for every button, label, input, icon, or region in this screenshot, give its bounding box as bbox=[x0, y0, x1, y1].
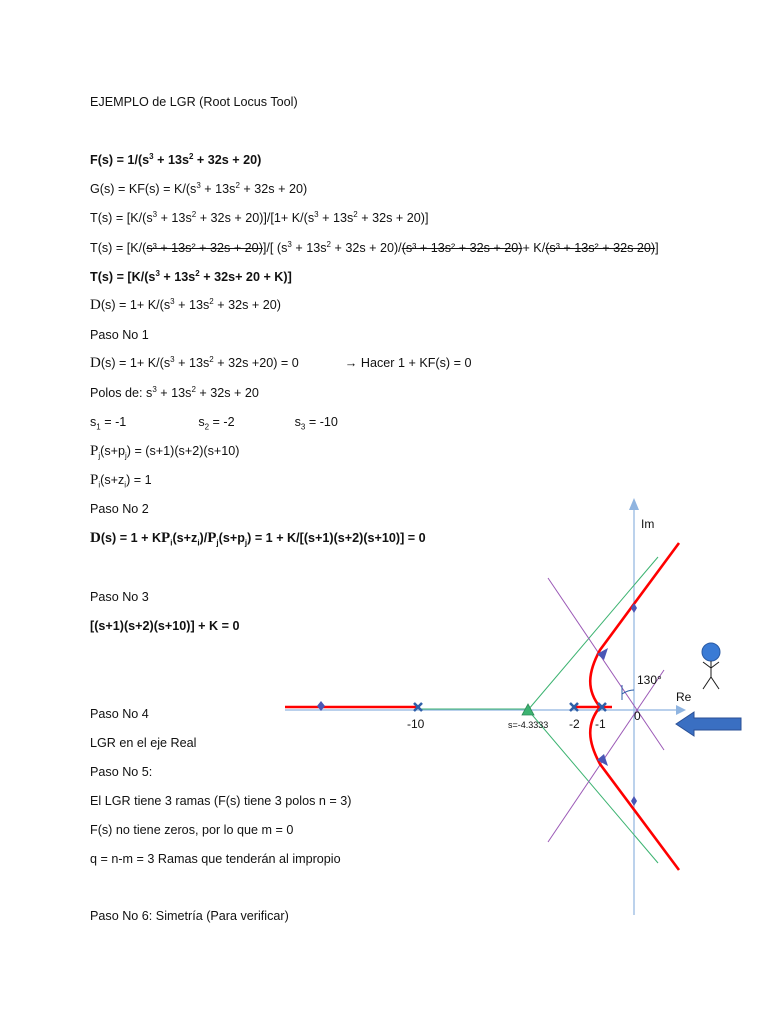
tick-label-minus-1: -1 bbox=[595, 717, 606, 731]
pi-line: $P_i(s+z_i) = 1$ bbox=[90, 472, 152, 490]
eq-3: [(s+1)(s+2)(s+10)] + K = 0 bbox=[90, 619, 240, 633]
imag-axis-arrowhead bbox=[629, 498, 639, 510]
tick-label-zero: 0 bbox=[634, 709, 641, 723]
pointer-arrow-icon bbox=[676, 712, 741, 736]
ds-equation-3: $D(s) = 1 + KP_i(s+z_i)/P_j(s+p_j) = 1 + K/[(s+1)(s+2)(s+10)] = 0$ bbox=[90, 530, 426, 548]
person-icon bbox=[702, 643, 720, 689]
asymptote-lower bbox=[528, 710, 658, 863]
gs-equation: $G(s) = KF(s) = K/(s^3 + 13s^2 + 32s + 20)$ bbox=[90, 180, 308, 196]
ts-equation-1: $T(s) = [K/(s^3 + 13s^2 + 32s + 20)]/[1+ K/(s^3 + 13s^2 + 32s + 20)]$ bbox=[90, 209, 429, 225]
paso-2: Paso No 2 bbox=[90, 502, 149, 516]
paso-5: Paso No 5: bbox=[90, 765, 153, 779]
tick-label-minus-10: -10 bbox=[407, 717, 425, 731]
zeros-line: F(s) no tiene zeros, por lo que m = 0 bbox=[90, 823, 294, 837]
locus-branch-lower bbox=[590, 707, 679, 870]
purple-line-2 bbox=[548, 670, 664, 842]
asymptote-upper bbox=[528, 557, 658, 710]
locus-branch-upper bbox=[590, 543, 679, 707]
imag-crossing-upper bbox=[631, 603, 637, 613]
centroid-label: s=-4.3333 bbox=[508, 720, 549, 730]
q-line: q = n-m = 3 Ramas que tenderán al impropio bbox=[90, 852, 341, 866]
angle-label: 130° bbox=[637, 673, 662, 687]
ts-equation-2: T(s) = [K/(s³ + 13s² + 32s + 20)]/[ $(s^3 + 13s^2 + 32s + 20)/(s^3 + 13s^2 + 32s + 20)+ K/(s^3 + 13s^2 + 32s$ 20)] bbox=[90, 239, 659, 255]
pj-line: $P_j(s+p_j) = (s+1)(s+2)(s+10)$ bbox=[90, 443, 240, 461]
paso-1: Paso No 1 bbox=[90, 328, 149, 342]
re-label: Re bbox=[676, 690, 692, 704]
ds-equation-2: $D(s) = 1+ K/(s^3 + 13s^2 + 32s +20) = 0$ → Hacer 1 + KF(s) = 0 bbox=[90, 354, 472, 371]
fs-equation: $F(s) = 1/(s^3 + 13s^2 + 32s + 20)$ bbox=[90, 151, 262, 167]
purple-line-1 bbox=[548, 578, 664, 750]
lgr-real: LGR en el eje Real bbox=[90, 736, 197, 750]
document-title: EJEMPLO de LGR (Root Locus Tool) bbox=[90, 95, 298, 109]
paso-4: Paso No 4 bbox=[90, 707, 149, 721]
ds-equation-1: $D(s) = 1+ K/(s^3 + 13s^2 + 32s + 20)$ bbox=[90, 296, 281, 313]
paso-6: Paso No 6: Simetría (Para verificar) bbox=[90, 909, 289, 923]
ts-equation-3: $T(s) = [K/(s^3 + 13s^2 + 32s+ 20 + K)]$ bbox=[90, 268, 292, 284]
paso-3: Paso No 3 bbox=[90, 590, 149, 604]
tick-label-minus-2: -2 bbox=[569, 717, 580, 731]
imag-crossing-lower bbox=[631, 796, 637, 806]
hint-arrow-text: → Hacer 1 + KF(s) = 0 bbox=[344, 356, 472, 370]
im-label: Im bbox=[641, 517, 655, 531]
ramas-line: El LGR tiene 3 ramas (F(s) tiene 3 polos n = 3) bbox=[90, 794, 352, 808]
polos-line: Polos de: $s^3 + 13s^2 + 32s + 20$ bbox=[90, 384, 259, 400]
real-axis-arrowhead bbox=[676, 705, 686, 715]
roots-line: $s_1 = -1$ $s_2 = -2$ $s_3 = -10$ bbox=[90, 415, 338, 432]
